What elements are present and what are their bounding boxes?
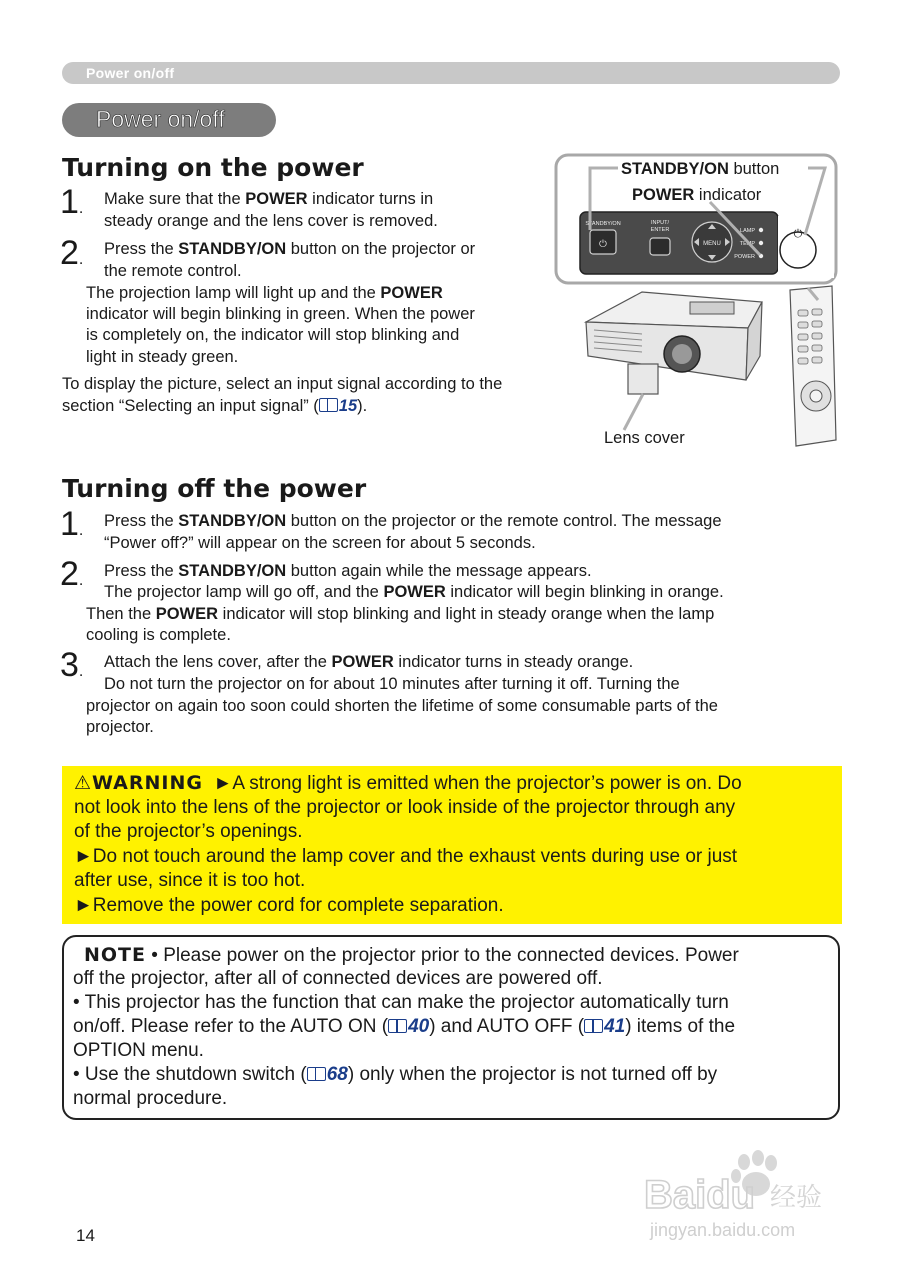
warning-line5: after use, since it is too hot. bbox=[74, 870, 306, 891]
svg-text:⏻: ⏻ bbox=[793, 227, 803, 240]
page-number: 14 bbox=[76, 1226, 95, 1245]
warning-line3: of the projector’s openings. bbox=[74, 821, 303, 842]
turning-on-heading: Turning on the power bbox=[62, 153, 364, 182]
panel-menu-label: MENU bbox=[703, 241, 721, 247]
note-line5: OPTION menu. bbox=[73, 1040, 204, 1061]
off-step1-line2: “Power off?” will appear on the screen for about 5 seconds. bbox=[104, 534, 536, 552]
svg-text:⏻: ⏻ bbox=[599, 239, 607, 250]
page-ref-link[interactable]: 40 bbox=[408, 1016, 430, 1037]
note-box bbox=[62, 935, 840, 1120]
step-number: 2 . bbox=[60, 557, 83, 598]
off-step1-line1: Press the STANDBY/ON button on the projector or the remote control. The message bbox=[104, 512, 722, 530]
on-para-line4: light in steady green. bbox=[86, 348, 239, 366]
off-step2-line1: Press the STANDBY/ON button again while the message appears. bbox=[104, 562, 592, 580]
step-number: 1 . bbox=[60, 507, 83, 548]
display-line1: To display the picture, select an input signal according to the bbox=[62, 375, 503, 393]
turning-off-heading: Turning off the power bbox=[62, 474, 367, 503]
note-line7: normal procedure. bbox=[73, 1088, 228, 1109]
panel-lamp-label: LAMP bbox=[740, 228, 755, 234]
panel-enter-label: ENTER bbox=[650, 227, 670, 233]
step-number: 2 . bbox=[60, 236, 83, 277]
power-callout-label: POWER indicator bbox=[632, 186, 762, 204]
book-icon bbox=[388, 1019, 407, 1033]
off-step3-line1: Attach the lens cover, after the POWER indicator turns in steady orange. bbox=[104, 653, 634, 671]
off-step2-line3: Then the POWER indicator will stop blinking and light in steady orange when the lamp bbox=[86, 605, 715, 623]
page-ref-link[interactable]: 41 bbox=[604, 1016, 626, 1037]
warning-label: ⚠WARNING bbox=[74, 772, 203, 794]
note-line6: • Use the shutdown switch ( 68) only when the projector is not turned off by bbox=[73, 1064, 718, 1085]
warning-line4: ►Do not touch around the lamp cover and the exhaust vents during use or just bbox=[74, 846, 738, 867]
standby-callout-label: STANDBY/ON button bbox=[621, 160, 780, 178]
input-enter-button bbox=[650, 238, 670, 255]
header-label: Power on/off bbox=[86, 65, 175, 81]
step-number: 3 . bbox=[60, 648, 83, 689]
note-label: NOTE bbox=[84, 944, 146, 966]
on-step1-line2: steady orange and the lens cover is removed. bbox=[104, 212, 438, 230]
watermark-brand: Baidu bbox=[644, 1173, 756, 1217]
step-number: 1 . bbox=[60, 185, 83, 226]
on-step2-line1: Press the STANDBY/ON button on the projector or bbox=[104, 240, 476, 258]
off-step2-line4: cooling is complete. bbox=[86, 626, 231, 644]
lens-cover bbox=[628, 364, 658, 394]
on-para-line3: is completely on, the indicator will stop blinking and bbox=[86, 326, 460, 344]
baidu-watermark bbox=[640, 1150, 860, 1250]
watermark-url: jingyan.baidu.com bbox=[650, 1220, 796, 1240]
display-line2: section “Selecting an input signal” ( 15). bbox=[62, 397, 368, 415]
page-ref-link[interactable]: 15 bbox=[338, 397, 358, 415]
off-step2-line2: The projector lamp will go off, and the POWER indicator will begin blinking in orange. bbox=[104, 583, 724, 601]
book-icon bbox=[584, 1019, 603, 1033]
on-para-line1: The projection lamp will light up and the POWER bbox=[86, 284, 443, 302]
note-line4: on/off. Please refer to the AUTO ON ( 40) and AUTO OFF ( 41) items of the bbox=[73, 1016, 736, 1037]
on-para-line2: indicator will begin blinking in green. When the power bbox=[86, 305, 475, 323]
off-step3-line4: projector. bbox=[86, 718, 154, 736]
page-ref-link[interactable]: 68 bbox=[326, 1064, 348, 1085]
remote-control bbox=[790, 286, 836, 446]
note-line1: NOTE • Please power on the projector prior to the connected devices. Power bbox=[84, 944, 739, 966]
panel-input-label: INPUT/ bbox=[650, 220, 670, 226]
warning-box bbox=[62, 766, 842, 924]
panel-power-label: POWER bbox=[734, 254, 755, 260]
section-title-pill bbox=[62, 103, 276, 137]
book-icon bbox=[307, 1067, 326, 1081]
panel-standby-label: STANDBY/ON bbox=[585, 221, 621, 227]
warning-line1: ⚠WARNING ►A strong light is emitted when the projector’s power is on. Do bbox=[74, 772, 742, 794]
note-line2: off the projector, after all of connected devices are powered off. bbox=[73, 968, 603, 989]
lens-cover-label: Lens cover bbox=[604, 429, 685, 447]
projector-figure bbox=[550, 150, 845, 450]
panel-temp-label: TEMP bbox=[739, 241, 755, 247]
on-step1-line1: Make sure that the POWER indicator turns in bbox=[104, 190, 434, 208]
warning-line6: ►Remove the power cord for complete separation. bbox=[74, 895, 504, 916]
warning-line2: not look into the lens of the projector or look inside of the projector through any bbox=[74, 797, 736, 818]
off-step3-line2: Do not turn the projector on for about 10 minutes after turning it off. Turning the bbox=[104, 675, 680, 693]
on-step2-line2: the remote control. bbox=[104, 262, 242, 280]
off-step3-line3: projector on again too soon could shorten the lifetime of some consumable parts of the bbox=[86, 697, 718, 715]
book-icon bbox=[319, 398, 338, 412]
watermark-cn: 经验 bbox=[770, 1183, 823, 1213]
header-bar bbox=[62, 62, 840, 84]
section-title: Power on/off bbox=[96, 106, 225, 132]
note-line3: • This projector has the function that can make the projector automatically turn bbox=[73, 992, 729, 1013]
